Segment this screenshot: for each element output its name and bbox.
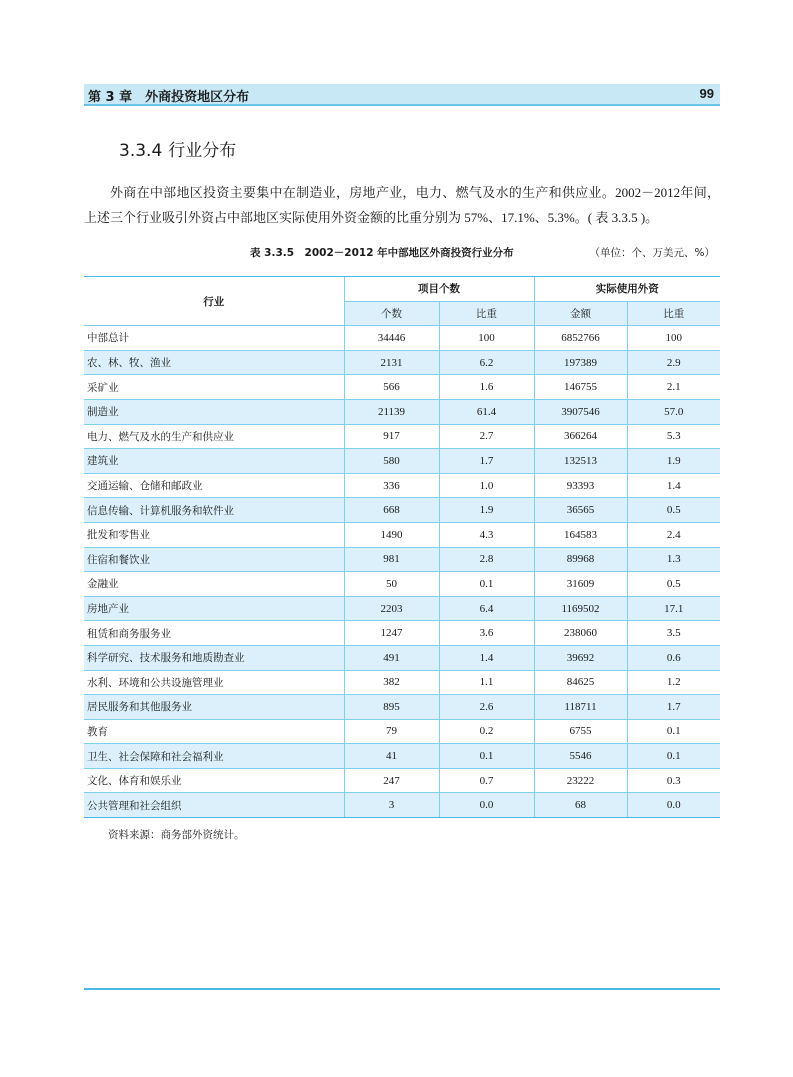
header-industry: 行业 [84, 277, 344, 326]
investment-amount: 6755 [534, 719, 627, 744]
project-share: 1.0 [439, 473, 534, 498]
industry-name: 水利、环境和公共设施管理业 [84, 670, 344, 695]
project-count: 79 [344, 719, 439, 744]
industry-name: 中部总计 [84, 326, 344, 351]
chapter-title: 第 3 章 外商投资地区分布 [88, 90, 250, 105]
project-count: 566 [344, 375, 439, 400]
industry-name: 住宿和餐饮业 [84, 547, 344, 572]
project-count: 580 [344, 449, 439, 474]
table-row [84, 596, 720, 621]
industry-name: 金融业 [84, 572, 344, 597]
industry-name: 卫生、社会保障和社会福利业 [84, 744, 344, 769]
project-share: 0.2 [439, 719, 534, 744]
table-row [84, 719, 720, 744]
table-row [84, 768, 720, 793]
project-share: 2.6 [439, 695, 534, 720]
investment-share: 0.0 [627, 793, 720, 818]
investment-amount: 132513 [534, 449, 627, 474]
project-count: 2131 [344, 350, 439, 375]
project-count: 41 [344, 744, 439, 769]
investment-amount: 93393 [534, 473, 627, 498]
table-caption: 表 3.3.5 2002－2012 年中部地区外商投资行业分布 [250, 247, 514, 259]
investment-amount: 36565 [534, 498, 627, 523]
investment-amount: 23222 [534, 768, 627, 793]
table-row [84, 424, 720, 449]
table-row [84, 375, 720, 400]
project-count: 491 [344, 645, 439, 670]
header-actual-investment: 实际使用外资 [534, 277, 720, 302]
table-row [84, 621, 720, 646]
industry-name: 科学研究、技术服务和地质勘查业 [84, 645, 344, 670]
project-share: 1.4 [439, 645, 534, 670]
project-count: 34446 [344, 326, 439, 351]
project-share: 1.9 [439, 498, 534, 523]
table-row [84, 522, 720, 547]
investment-share: 1.3 [627, 547, 720, 572]
investment-amount: 39692 [534, 645, 627, 670]
table-row [84, 793, 720, 818]
industry-name: 制造业 [84, 399, 344, 424]
project-share: 0.0 [439, 793, 534, 818]
project-count: 336 [344, 473, 439, 498]
investment-share: 1.2 [627, 670, 720, 695]
header-amount: 金额 [534, 301, 627, 326]
industry-name: 采矿业 [84, 375, 344, 400]
project-share: 1.6 [439, 375, 534, 400]
investment-share: 2.9 [627, 350, 720, 375]
investment-amount: 366264 [534, 424, 627, 449]
investment-share: 3.5 [627, 621, 720, 646]
footer-rule [84, 988, 720, 990]
project-count: 382 [344, 670, 439, 695]
industry-name: 文化、体育和娱乐业 [84, 768, 344, 793]
table-row [84, 695, 720, 720]
project-share: 2.7 [439, 424, 534, 449]
investment-amount: 118711 [534, 695, 627, 720]
source-note: 资料来源：商务部外资统计。 [108, 829, 245, 841]
investment-share: 100 [627, 326, 720, 351]
project-count: 917 [344, 424, 439, 449]
table-unit: （单位：个、万美元、%） [589, 247, 715, 259]
investment-amount: 84625 [534, 670, 627, 695]
investment-share: 17.1 [627, 596, 720, 621]
project-share: 0.1 [439, 572, 534, 597]
body-paragraph: 外商在中部地区投资主要集中在制造业，房地产业，电力、燃气及水的生产和供应业。2002－2012年间，上述三个行业吸引外资占中部地区实际使用外资金额的比重分别为 57%、17.1%、5.3%。( 表 3.3.5 )。 [84, 185, 720, 225]
project-share: 6.2 [439, 350, 534, 375]
industry-name: 房地产业 [84, 596, 344, 621]
section-number: 3.3.4 [119, 141, 163, 161]
project-count: 895 [344, 695, 439, 720]
project-count: 1247 [344, 621, 439, 646]
investment-amount: 89968 [534, 547, 627, 572]
project-share: 0.7 [439, 768, 534, 793]
project-share: 6.4 [439, 596, 534, 621]
project-share: 1.1 [439, 670, 534, 695]
industry-name: 教育 [84, 719, 344, 744]
project-count: 50 [344, 572, 439, 597]
table-row [84, 670, 720, 695]
investment-amount: 238060 [534, 621, 627, 646]
industry-name: 信息传输、计算机服务和软件业 [84, 498, 344, 523]
investment-share: 0.1 [627, 719, 720, 744]
investment-share: 0.1 [627, 744, 720, 769]
project-count: 3 [344, 793, 439, 818]
investment-amount: 146755 [534, 375, 627, 400]
industry-name: 农、林、牧、渔业 [84, 350, 344, 375]
project-count: 668 [344, 498, 439, 523]
investment-share: 1.4 [627, 473, 720, 498]
project-share: 100 [439, 326, 534, 351]
table-row [84, 473, 720, 498]
header-project-count: 项目个数 [344, 277, 534, 302]
investment-share: 0.6 [627, 645, 720, 670]
investment-amount: 31609 [534, 572, 627, 597]
industry-name: 批发和零售业 [84, 522, 344, 547]
project-count: 247 [344, 768, 439, 793]
industry-name: 租赁和商务服务业 [84, 621, 344, 646]
investment-amount: 3907546 [534, 399, 627, 424]
table-row [84, 744, 720, 769]
section-title: 行业分布 [168, 141, 237, 161]
project-share: 3.6 [439, 621, 534, 646]
section-heading [119, 136, 236, 161]
table-body [84, 326, 720, 818]
industry-name: 建筑业 [84, 449, 344, 474]
industry-name: 居民服务和其他服务业 [84, 695, 344, 720]
project-count: 2203 [344, 596, 439, 621]
investment-amount: 1169502 [534, 596, 627, 621]
project-count: 981 [344, 547, 439, 572]
industry-table [84, 276, 720, 818]
running-header [84, 84, 720, 106]
table-row [84, 547, 720, 572]
table-row [84, 645, 720, 670]
investment-amount: 5546 [534, 744, 627, 769]
investment-share: 0.5 [627, 572, 720, 597]
investment-share: 1.7 [627, 695, 720, 720]
project-share: 0.1 [439, 744, 534, 769]
investment-amount: 6852766 [534, 326, 627, 351]
project-share: 4.3 [439, 522, 534, 547]
project-count: 1490 [344, 522, 439, 547]
investment-share: 0.3 [627, 768, 720, 793]
header-count-share: 比重 [439, 301, 534, 326]
industry-name: 电力、燃气及水的生产和供应业 [84, 424, 344, 449]
industry-name: 交通运输、仓储和邮政业 [84, 473, 344, 498]
investment-share: 1.9 [627, 449, 720, 474]
table-row [84, 449, 720, 474]
project-share: 2.8 [439, 547, 534, 572]
table-row [84, 350, 720, 375]
table-row [84, 399, 720, 424]
project-count: 21139 [344, 399, 439, 424]
page-number: 99 [699, 86, 714, 101]
table-row [84, 326, 720, 351]
investment-amount: 197389 [534, 350, 627, 375]
investment-amount: 164583 [534, 522, 627, 547]
investment-share: 0.5 [627, 498, 720, 523]
table-row [84, 498, 720, 523]
investment-share: 5.3 [627, 424, 720, 449]
header-amount-share: 比重 [627, 301, 720, 326]
investment-amount: 68 [534, 793, 627, 818]
header-count: 个数 [344, 301, 439, 326]
industry-name: 公共管理和社会组织 [84, 793, 344, 818]
investment-share: 57.0 [627, 399, 720, 424]
project-share: 1.7 [439, 449, 534, 474]
project-share: 61.4 [439, 399, 534, 424]
investment-share: 2.4 [627, 522, 720, 547]
investment-share: 2.1 [627, 375, 720, 400]
table-row [84, 572, 720, 597]
